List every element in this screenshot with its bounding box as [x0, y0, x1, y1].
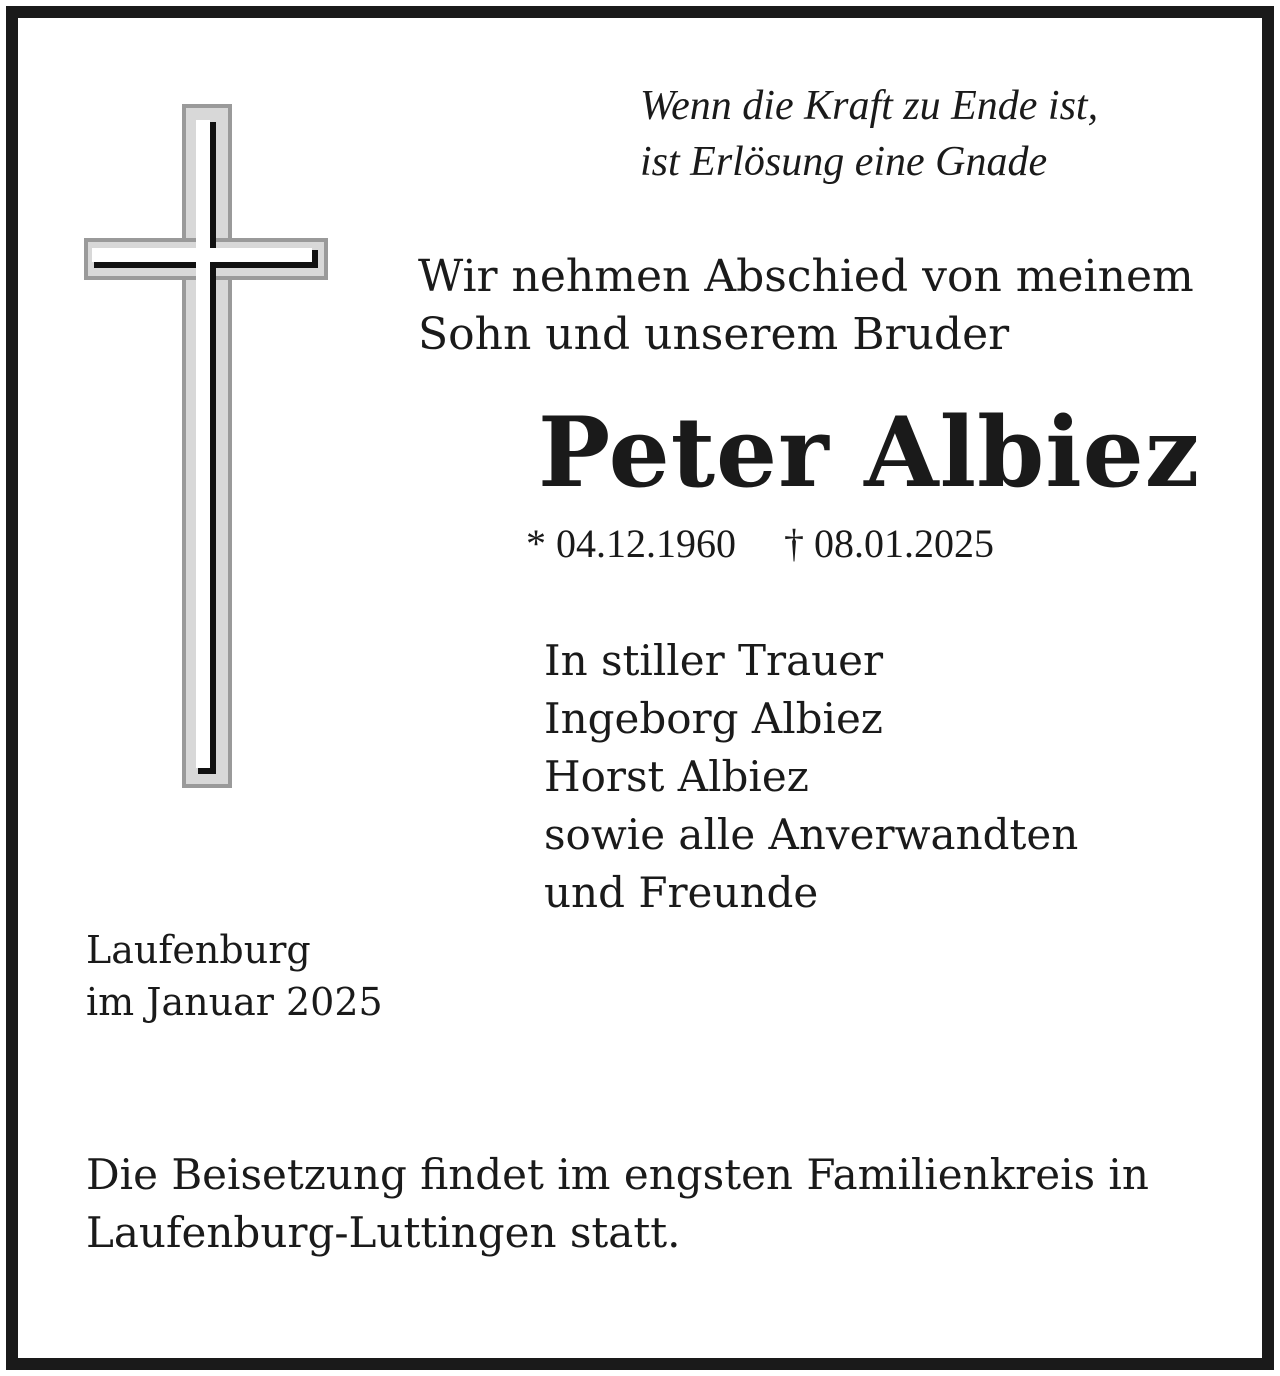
deceased-name: Peter Albiez: [538, 396, 1201, 509]
quote: [640, 78, 1098, 190]
mourners-line-3: Horst Albiez: [544, 752, 809, 801]
place-line-2: im Januar 2025: [86, 980, 383, 1024]
place-and-date: [86, 924, 383, 1028]
mourners-line-4: sowie alle Anverwandten: [544, 810, 1079, 859]
mourners-line-1: In stiller Trauer: [544, 636, 884, 685]
intro-line-2: Sohn und unserem Bruder: [418, 309, 1010, 360]
burial-line-1: Die Beisetzung findet im engsten Familienkreis in: [86, 1150, 1149, 1199]
intro-line-1: Wir nehmen Abschied von meinem: [418, 251, 1194, 302]
place-line-1: Laufenburg: [86, 928, 311, 972]
mourners-line-5: und Freunde: [544, 868, 819, 917]
mourners-list: [544, 632, 1078, 922]
death-date: † 08.01.2025: [784, 521, 994, 566]
quote-line-1: Wenn die Kraft zu Ende ist,: [640, 83, 1099, 129]
quote-line-2: ist Erlösung eine Gnade: [640, 139, 1048, 185]
cross-icon: [80, 100, 340, 800]
burial-notice: [86, 1146, 1149, 1262]
life-dates: [526, 520, 994, 568]
mourners-line-2: Ingeborg Albiez: [544, 694, 883, 743]
burial-line-2: Laufenburg-Luttingen statt.: [86, 1208, 681, 1257]
intro-text: [418, 248, 1194, 364]
birth-date: * 04.12.1960: [526, 521, 736, 566]
